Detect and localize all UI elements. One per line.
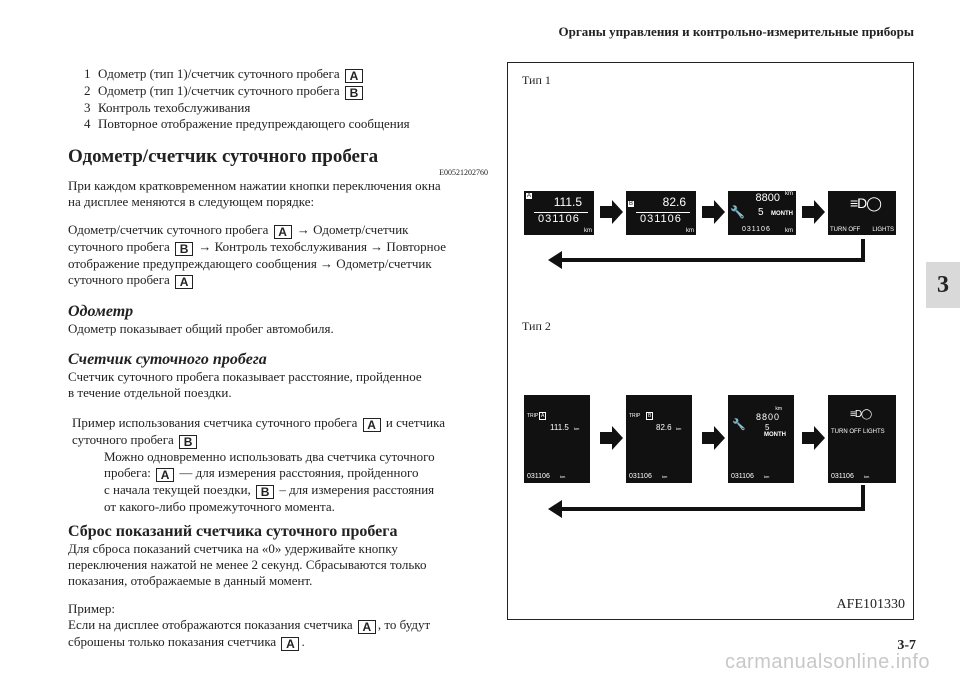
display-trip-b: B 82.6 031106 km: [626, 191, 696, 235]
sequence-paragraph: Одометр/счетчик суточного пробега A → Одометр/счетчик суточного пробега B → Контроль техобслуживания → Повторное отображение предупреждающего сообщения → Одометр/счетчик суточного пробега A: [68, 222, 447, 289]
arrow-right-icon: [802, 426, 825, 450]
section-title: Одометр/счетчик суточного пробега: [68, 146, 379, 167]
text-column: [68, 66, 488, 651]
headlight-icon: ≡D◯: [850, 195, 881, 211]
headlight-icon: ≡D◯: [850, 409, 872, 420]
badge-b: B: [179, 435, 197, 449]
badge-a: A: [345, 69, 363, 83]
display-service: km 🔧 8800 5 MONTH 031106 km: [728, 395, 794, 483]
list-item: 4 Повторное отображение предупреждающего сообщения: [84, 116, 410, 131]
example-block: Пример использования счетчика суточного пробега A и счетчика суточного пробега B Можно одновременно использовать два счетчика суточного пробега: A — для измерения расстояния, пройденного с начала текущей поездки, B – для измерения расстояния от какого-либо промежуточного момента.: [72, 415, 445, 514]
arrow-right-icon: [702, 200, 725, 224]
subsection-title: Одометр: [68, 303, 134, 320]
badge-a: A: [175, 275, 193, 289]
badge-b: B: [175, 242, 193, 256]
list-item: 2 Одометр (тип 1)/счетчик суточного пробега B: [84, 83, 488, 100]
example-paragraph: Пример: Если на дисплее отображаются показания счетчика A , то будут сброшены только показания счетчика A .: [68, 601, 431, 651]
arrow-right-icon: [702, 426, 725, 450]
type2-label: Тип 2: [522, 319, 551, 333]
arrow-right-icon: [802, 200, 825, 224]
badge-a: A: [281, 637, 299, 651]
paragraph: При каждом кратковременном нажатии кнопки переключения окна на дисплее меняются в следующем порядке:: [68, 178, 441, 209]
type1-label: Тип 1: [522, 73, 551, 87]
section-title: Сброс показаний счетчика суточного пробега: [68, 523, 398, 540]
list-item: 1 Одометр (тип 1)/счетчик суточного пробега A: [84, 66, 488, 83]
display-trip-a: TRIP A 111.5 km 031106 km: [524, 395, 590, 483]
badge-a: A: [358, 620, 376, 634]
badge-b: B: [345, 86, 363, 100]
badge-b: B: [256, 485, 274, 499]
arrow-right-icon: [600, 200, 623, 224]
badge-a: A: [274, 225, 292, 239]
chapter-tab: 3: [926, 262, 960, 308]
figure-id: AFE101330: [836, 597, 905, 612]
badge-a: A: [363, 418, 381, 432]
paragraph: Одометр показывает общий пробег автомобиля.: [68, 321, 334, 336]
flow-arrows: [508, 63, 915, 621]
page-header: Органы управления и контрольно-измерительные приборы: [558, 24, 914, 39]
badge-a: A: [156, 468, 174, 482]
page-number: 3-7: [897, 638, 916, 653]
section-code: E00521202760: [439, 168, 488, 177]
watermark: carmanualsonline.info: [724, 651, 930, 673]
list-item: 3 Контроль техобслуживания: [84, 100, 251, 115]
display-warning: ≡D◯ TURN OFF LIGHTS 031106 km: [828, 395, 896, 483]
subsection-title: Счетчик суточного пробега: [68, 351, 267, 368]
paragraph: Для сброса показаний счетчика на «0» удерживайте кнопку переключения нажатой не менее 2 секунд. Сбрасываются только показания, отображаемые в данный момент.: [68, 541, 427, 588]
wrench-icon: 🔧: [730, 205, 745, 219]
display-trip-a: A 111.5 031106 km: [524, 191, 594, 235]
figure-panel: [507, 62, 914, 620]
display-warning: ≡D◯ TURN OFF LIGHTS: [828, 191, 896, 235]
numbered-list: [68, 66, 488, 132]
display-trip-b: TRIP B 82.6 km 031106 km: [626, 395, 692, 483]
wrench-icon: 🔧: [732, 419, 746, 431]
arrow-right-icon: [600, 426, 623, 450]
display-service: 🔧 8800 km 5 MONTH 031106 km: [728, 191, 796, 235]
paragraph: Счетчик суточного пробега показывает расстояние, пройденное в течение отдельной поездки.: [68, 369, 422, 400]
